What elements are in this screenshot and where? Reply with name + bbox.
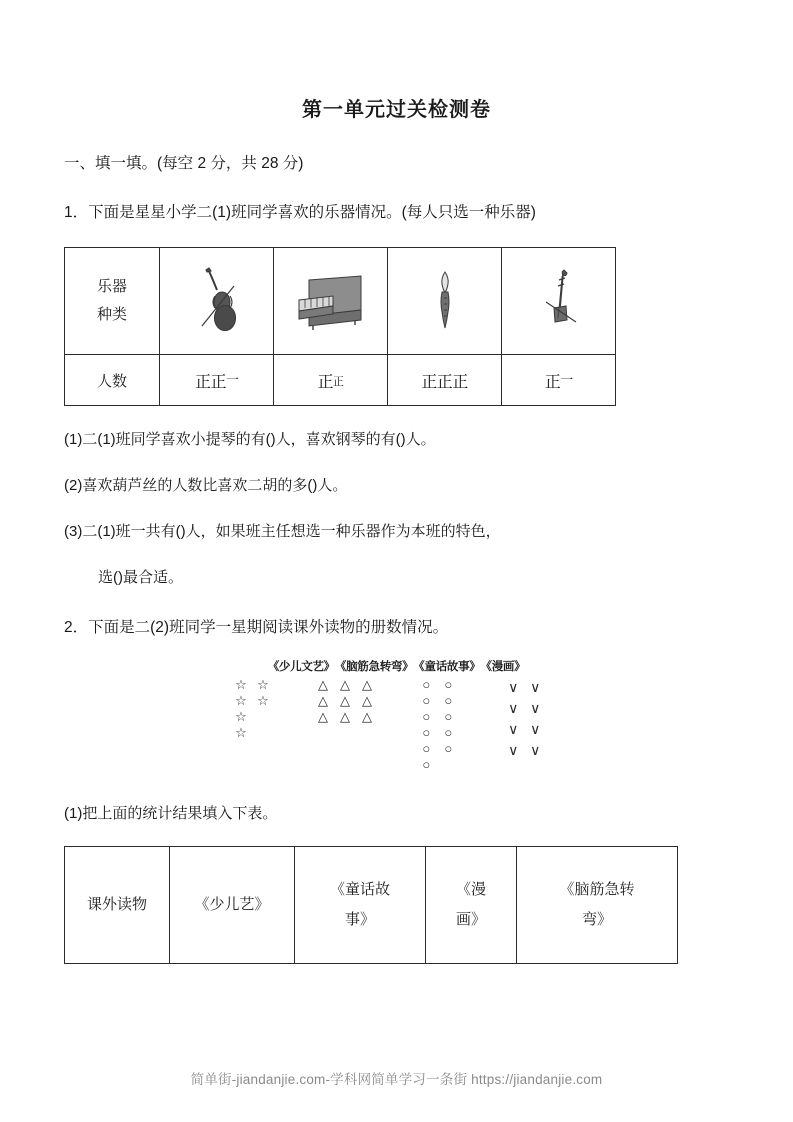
hulusi-tally-cell (388, 355, 502, 406)
circle-symbol: ○ (444, 708, 453, 724)
circle-symbol: ○ (422, 708, 431, 724)
piano-tally-cell (274, 355, 388, 406)
hulusi-icon (388, 268, 501, 334)
tally-marks (194, 371, 239, 391)
reading-column-2-line2: 画》 (455, 911, 486, 929)
question-2-stem: 2．下面是二(2)班同学一星期阅读课外读物的册数情况。 (64, 619, 449, 637)
tally-major: 正正 (194, 373, 226, 391)
table-row (65, 248, 616, 355)
circle-symbol: ○ (422, 692, 431, 708)
tally-minor: 一 (226, 371, 239, 387)
triangle-symbol: △ (339, 708, 350, 724)
reading-pictograph (64, 658, 729, 772)
circle-symbol: ○ (422, 740, 431, 756)
reading-column-3-line1: 《脑筋急转 (559, 881, 635, 899)
triangle-symbol: △ (339, 692, 350, 708)
triangle-symbol: △ (361, 692, 372, 708)
pictograph-headers (217, 658, 577, 674)
erhu-cell (502, 248, 616, 355)
reading-header-label: 课外读物 (65, 847, 170, 964)
check-symbol: ∨ (508, 699, 519, 716)
reading-column-3-line2: 弯》 (581, 911, 612, 929)
violin-icon (160, 264, 273, 338)
question-2-sub-1: (1)把上面的统计结果填入下表。 (64, 805, 278, 823)
star-symbol: ☆ (235, 708, 247, 724)
reading-column-0-line1: 《少儿艺》 (194, 896, 270, 914)
erhu-icon (502, 266, 615, 336)
piano-cell (274, 248, 388, 355)
tally-major: 正正正 (421, 373, 468, 391)
reading-column-1-line2: 事》 (344, 911, 375, 929)
reading-statistics-table (64, 846, 678, 964)
tally-major: 正 (544, 373, 561, 391)
instrument-kind-label-line1: 乐器 (96, 277, 127, 295)
page-title: 第一单元过关检测卷 (302, 99, 491, 121)
triangle-symbol: △ (317, 708, 328, 724)
check-symbol: ∨ (530, 678, 541, 695)
triangle-symbol: △ (317, 692, 328, 708)
pictograph-column-circle (402, 676, 495, 772)
tally-marks (317, 374, 343, 391)
check-symbol: ∨ (508, 741, 519, 758)
pictograph-column-star (217, 676, 303, 740)
tally-minor: 一 (560, 371, 573, 387)
people-count-label: 人数 (65, 355, 160, 406)
pictograph-header-2: 《童话故事》 (413, 661, 481, 674)
table-row (65, 847, 678, 964)
tally-marks (544, 371, 573, 391)
hulusi-cell (388, 248, 502, 355)
circle-symbol: ○ (422, 756, 431, 772)
question-1-sub-3-cont: 选()最合适。 (98, 569, 183, 587)
triangle-symbol: △ (361, 708, 372, 724)
instrument-statistics-table (64, 247, 616, 406)
reading-column-3 (517, 847, 678, 964)
violin-cell (160, 248, 274, 355)
reading-column-2-line1: 《漫 (455, 881, 486, 899)
star-symbol: ☆ (235, 692, 247, 708)
star-symbol: ☆ (257, 676, 269, 692)
pictograph-header-1: 《脑筋急转弯》 (334, 661, 414, 674)
circle-symbol: ○ (422, 724, 431, 740)
page-footer: 简单街-jiandanjie.com-学科网简单学习一条街 https://jiandanjie.com (190, 1072, 603, 1087)
reading-column-1 (295, 847, 426, 964)
tally-major: 正 (317, 373, 333, 391)
question-1-sub-2: (2)喜欢葫芦丝的人数比喜欢二胡的多()人。 (64, 477, 348, 495)
question-1-sub-3: (3)二(1)班一共有()人，如果班主任想选一种乐器作为本班的特色， (64, 523, 501, 541)
reading-column-1-line1: 《童话故 (329, 881, 390, 899)
check-symbol: ∨ (530, 741, 541, 758)
violin-tally-cell (160, 355, 274, 406)
tally-minor: 正 (333, 375, 344, 388)
erhu-tally-cell (502, 355, 616, 406)
circle-symbol: ○ (422, 676, 431, 692)
table-row (65, 355, 616, 406)
reading-column-0 (170, 847, 295, 964)
check-symbol: ∨ (508, 720, 519, 737)
circle-symbol: ○ (444, 724, 453, 740)
check-symbol: ∨ (508, 678, 519, 695)
circle-symbol: ○ (444, 676, 453, 692)
triangle-symbol: △ (317, 676, 328, 692)
pictograph-column-triangle (302, 676, 401, 724)
triangle-symbol: △ (339, 676, 350, 692)
circle-symbol: ○ (444, 692, 453, 708)
instrument-kind-label-line2: 种类 (96, 306, 127, 324)
question-1-stem: 1．下面是星星小学二(1)班同学喜欢的乐器情况。(每人只选一种乐器) (64, 204, 536, 222)
star-symbol: ☆ (235, 676, 247, 692)
check-symbol: ∨ (530, 720, 541, 737)
pictograph-header-3: 《漫画》 (480, 661, 526, 674)
section-one-heading: 一、填一填。(每空 2 分，共 28 分) (64, 155, 304, 172)
instrument-kind-label (65, 248, 160, 355)
pictograph-columns (217, 676, 577, 772)
pictograph-header-0: 《少儿文艺》 (267, 661, 335, 674)
piano-icon (274, 270, 387, 332)
star-symbol: ☆ (235, 724, 247, 740)
check-symbol: ∨ (530, 699, 541, 716)
triangle-symbol: △ (361, 676, 372, 692)
question-1-sub-1: (1)二(1)班同学喜欢小提琴的有()人，喜欢钢琴的有()人。 (64, 431, 436, 449)
circle-symbol: ○ (444, 740, 453, 756)
star-symbol: ☆ (257, 692, 269, 708)
reading-column-2 (426, 847, 517, 964)
pictograph-column-check (495, 676, 577, 760)
tally-marks (421, 374, 468, 391)
